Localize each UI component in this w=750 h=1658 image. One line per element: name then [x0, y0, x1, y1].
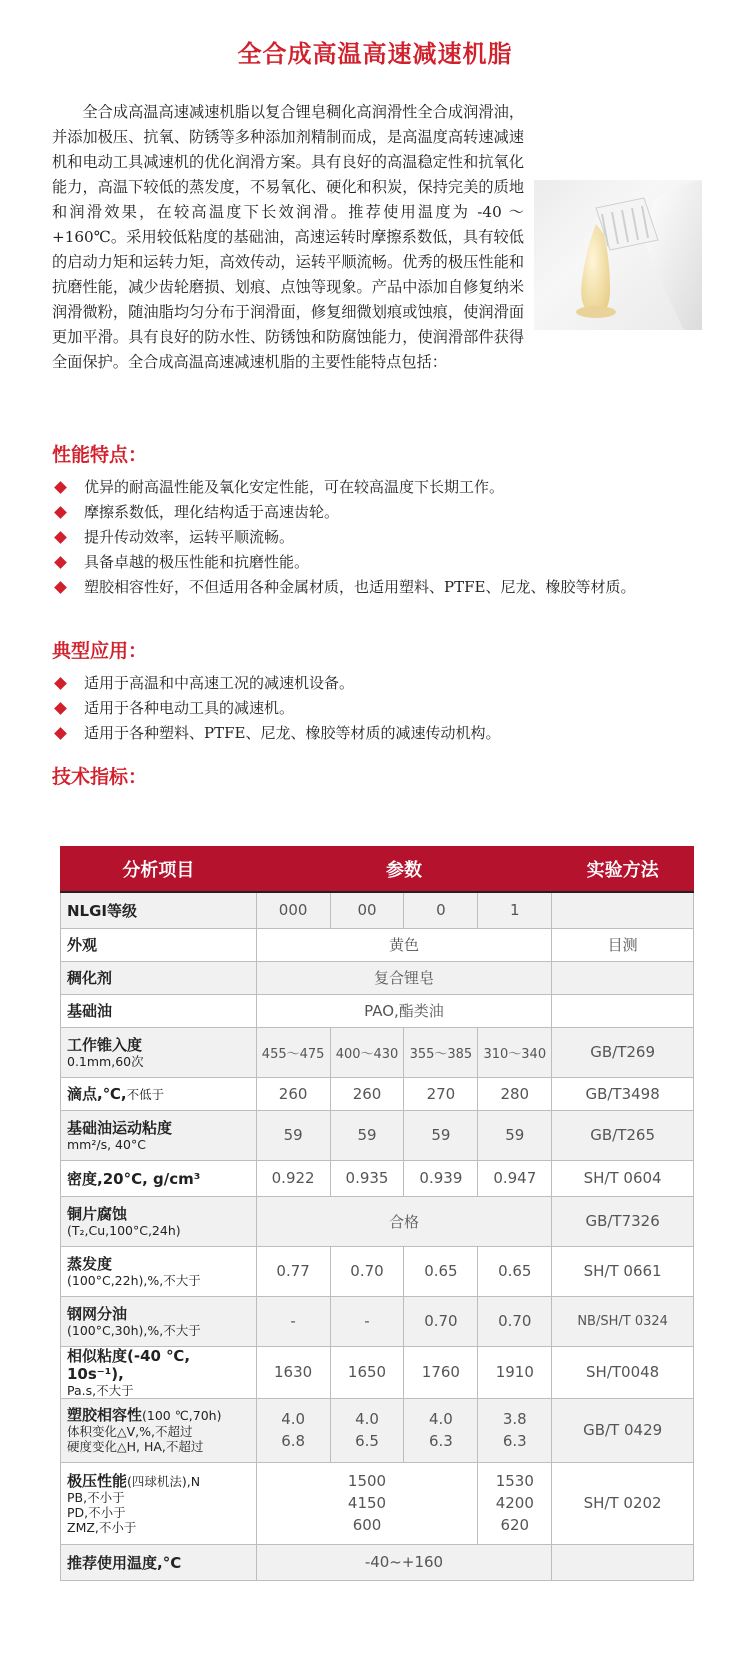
features-list: [54, 475, 694, 600]
diamond-bullet-icon: [54, 702, 67, 715]
diamond-bullet-icon: [54, 727, 67, 740]
features-heading: 性能特点：: [52, 444, 148, 466]
table-row: NLGI等级 000 00 0 1: [61, 892, 694, 928]
table-row: 外观 黄色 目测: [61, 928, 694, 961]
table-row: 基础油 PAO,酯类油: [61, 994, 694, 1027]
intro-paragraph: 全合成高温高速减速机脂以复合锂皂稠化高润滑性全合成润滑油，并添加极压、抗氧、防锈等多种添加剂精制而成，是高温度高转速减速机和电动工具减速机的优化润滑方案。具有良好的高温稳定性和抗氧化能力，高温下较低的蒸发度，不易氧化、硬化和积炭，保持完美的质地和润滑效果，在较高温度下长效润滑。推荐使用温度为 -40 ～ +160℃。采用较低粘度的基础油，高速运转时摩擦系数低，具有较低的启动力矩和运转力矩，高效传动，运转平顺流畅。优秀的极压性能和抗磨性能，减少齿轮磨损、划痕、点蚀等现象。产品中添加自修复纳米润滑微粉，随油脂均匀分布于润滑面，修复细微划痕或蚀痕，使润滑面更加平滑。具有良好的防水性、防锈蚀和防腐蚀能力，使润滑部件获得全面保护。全合成高温高速减速机脂的主要性能特点包括：: [52, 103, 524, 371]
specs-heading: 技术指标：: [52, 766, 148, 788]
list-item: 优异的耐高温性能及氧化安定性能，可在较高温度下长期工作。: [54, 475, 694, 500]
table-row: 推荐使用温度,°C -40~+160: [61, 1544, 694, 1580]
list-item: 适用于各种电动工具的减速机。: [54, 696, 694, 721]
applications-list: [54, 671, 694, 746]
list-item: 提升传动效率，运转平顺流畅。: [54, 525, 694, 550]
diamond-bullet-icon: [54, 481, 67, 494]
list-item: 适用于高温和中高速工况的减速机设备。: [54, 671, 694, 696]
table-row: 密度,20°C, g/cm³ 0.922 0.935 0.939 0.947 SH/T 0604: [61, 1160, 694, 1196]
applications-heading: 典型应用：: [52, 640, 148, 662]
table-row: 稠化剂 复合锂皂: [61, 961, 694, 994]
table-row: 基础油运动粘度 mm²/s, 40°C 59 59 59 59 GB/T265: [61, 1110, 694, 1160]
table-row: 极压性能(四球机法),N PB,不小于 PD,不小于 ZMZ,不小于 1500 4150 600 1530 4200 620 SH/T 0202: [61, 1462, 694, 1544]
table-row: 蒸发度 (100°C,22h),%,不大于 0.77 0.70 0.65 0.65 SH/T 0661: [61, 1246, 694, 1296]
diamond-bullet-icon: [54, 531, 67, 544]
header-method: 实验方法: [552, 847, 694, 893]
list-item: 适用于各种塑料、PTFE、尼龙、橡胶等材质的减速传动机构。: [54, 721, 694, 746]
table-row: 滴点,℃,不低于 260 260 270 280 GB/T3498: [61, 1077, 694, 1110]
table-row: 相似粘度(-40 ℃, 10s⁻¹), Pa.s,不大于 1630 1650 1760 1910 SH/T0048: [61, 1346, 694, 1398]
diamond-bullet-icon: [54, 581, 67, 594]
page-title: 全合成高温高速减速机脂: [237, 40, 513, 68]
grease-tube-image: [534, 180, 702, 330]
table-row: 工作锥入度 0.1mm,60次 455～475 400～430 355～385 310～340 GB/T269: [61, 1027, 694, 1077]
list-item: 具备卓越的极压性能和抗磨性能。: [54, 550, 694, 575]
list-item: 摩擦系数低，理化结构适于高速齿轮。: [54, 500, 694, 525]
table-row: 铜片腐蚀 (T₂,Cu,100°C,24h) 合格 GB/T7326: [61, 1196, 694, 1246]
table-header-row: [61, 847, 694, 893]
diamond-bullet-icon: [54, 506, 67, 519]
header-params: 参数: [256, 847, 552, 893]
list-item: 塑胶相容性好，不但适用各种金属材质，也适用塑料、PTFE、尼龙、橡胶等材质。: [54, 575, 694, 600]
header-item: 分析项目: [61, 847, 257, 893]
table-row: 塑胶相容性(100 ℃,70h) 体积变化△V,%,不超过 硬度变化△H, HA,不超过 4.0 6.8 4.0 6.5 4.0 6.3 3.8 6.3 GB/T 0429: [61, 1398, 694, 1462]
product-photo: [534, 180, 702, 330]
table-row: 钢网分油 (100°C,30h),%,不大于 - - 0.70 0.70 NB/SH/T 0324: [61, 1296, 694, 1346]
diamond-bullet-icon: [54, 677, 67, 690]
diamond-bullet-icon: [54, 556, 67, 569]
spec-table: [60, 846, 694, 1581]
